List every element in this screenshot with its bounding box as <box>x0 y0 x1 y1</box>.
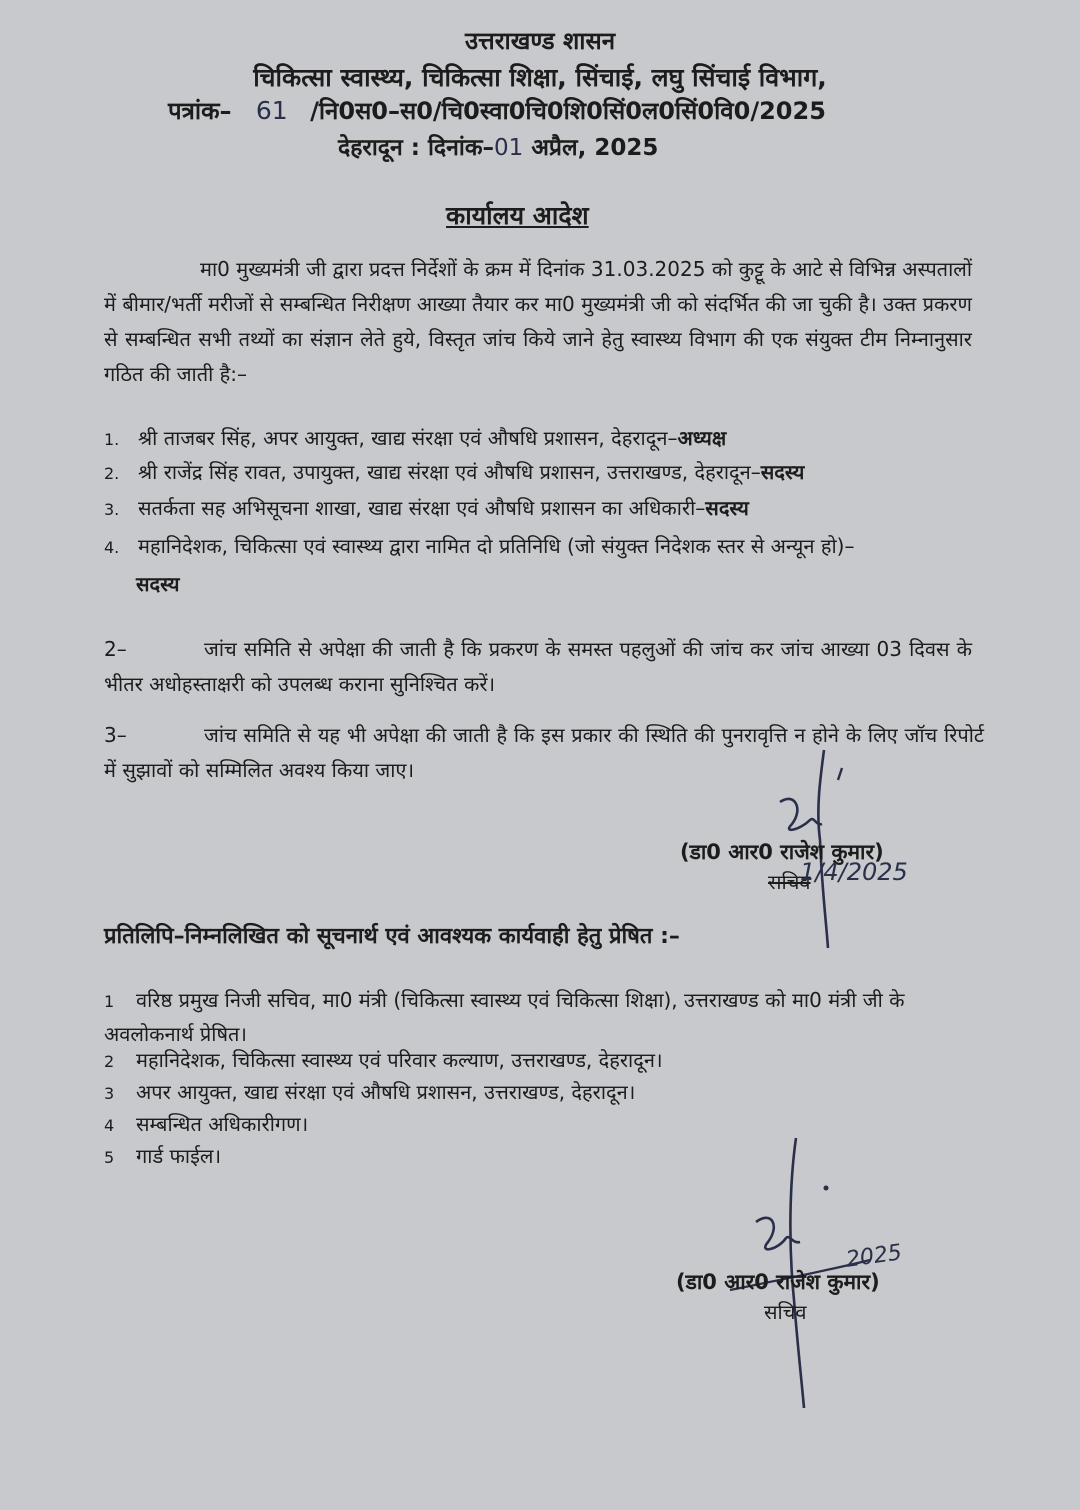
copy-number: 2 <box>104 1052 115 1071</box>
member-item-1 <box>104 424 726 451</box>
intro-paragraph: मा0 मुख्यमंत्री जी द्वारा प्रदत्त निर्देशों के क्रम में दिनांक 31.03.2025 को कुट्टू के आटे से विभिन्न अस्पतालों में बीमार/भर्ती मरीजों से सम्बन्धित निरीक्षण आख्या तैयार कर मा0 मुख्यमंत्री जी को संदर्भित की जा चुकी है। उक्त प्रकरण से सम्बन्धित सभी तथ्यों का संज्ञान लेते हुये, विस्तृत जांच किये जाने हेतु स्वास्थ्य विभाग की एक संयुक्त टीम निम्नानुसार गठित की जाती है:– <box>104 257 972 386</box>
member-item-4 <box>104 528 972 602</box>
govt-heading: उत्तराखण्ड शासन <box>464 27 616 55</box>
reference-number: 61 <box>255 96 288 125</box>
reference-line <box>168 94 826 127</box>
copy-text: वरिष्ठ प्रमुख निजी सचिव, मा0 मंत्री (चिकित्सा स्वास्थ्य एवं चिकित्सा शिक्षा), उत्तराखण्ड को मा0 मंत्री जी के अवलोकनार्थ प्रेषित। <box>104 988 905 1046</box>
date-prefix: देहरादून : दिनांक– <box>338 135 495 161</box>
paragraph-number: 3– <box>104 723 127 747</box>
paragraph-text: जांच समिति से यह भी अपेक्षा की जाती है कि इस प्रकार की स्थिति की पुनरावृत्ति न होने के लिए जॉच रिपोर्ट में सुझावों को सम्मिलित अवश्य किया जाए। <box>104 723 984 782</box>
paragraph-2 <box>104 632 972 702</box>
member-role: अध्यक्ष <box>677 426 727 450</box>
member-number: 2. <box>104 464 120 483</box>
member-item-2 <box>104 458 804 485</box>
copy-item-2 <box>104 1046 663 1073</box>
copy-number: 1 <box>104 992 115 1011</box>
date-line <box>338 130 658 162</box>
reference-suffix: /नि0स0–स0/चि0स्वा0चि0शि0सिं0ल0सिं0वि0/2025 <box>310 97 826 125</box>
signatory-1-handwritten-date: 1/4/2025 <box>800 858 908 886</box>
member-text: सतर्कता सह अभिसूचना शाखा, खाद्य संरक्षा एवं औषधि प्रशासन का अधिकारी– <box>138 496 706 520</box>
signatory-1-name: (डा0 आर0 राजेश कुमार) <box>680 840 884 864</box>
member-role: सदस्य <box>705 496 749 520</box>
signatory-1-designation: सचिव <box>768 870 811 894</box>
member-text: श्री राजेंद्र सिंह रावत, उपायुक्त, खाद्य संरक्षा एवं औषधि प्रशासन, उत्तराखण्ड, देहरादून– <box>138 460 761 484</box>
copy-item-4 <box>104 1110 308 1137</box>
signatory-2-name: (डा0 आर0 राजेश कुमार) <box>676 1270 880 1294</box>
copy-text: अपर आयुक्त, खाद्य संरक्षा एवं औषधि प्रशासन, उत्तराखण्ड, देहरादून। <box>136 1080 636 1104</box>
order-title: कार्यालय आदेश <box>446 201 589 230</box>
copy-number: 4 <box>104 1116 115 1135</box>
paragraph-text: जांच समिति से अपेक्षा की जाती है कि प्रकरण के समस्त पहलुओं की जांच कर जांच आख्या 03 दिवस के भीतर अधोहस्ताक्षरी को उपलब्ध कराना सुनिश्चित करें। <box>104 637 972 696</box>
copy-item-3 <box>104 1078 635 1105</box>
signatory-2-designation: सचिव <box>764 1300 807 1324</box>
copy-text: गार्ड फाईल। <box>136 1144 222 1168</box>
paragraph-number: 2– <box>104 637 127 661</box>
copy-text: महानिदेशक, चिकित्सा स्वास्थ्य एवं परिवार कल्याण, उत्तराखण्ड, देहरादून। <box>136 1048 663 1072</box>
date-day: 01 <box>494 135 524 161</box>
signatory-2-handwritten-year: 2025 <box>844 1240 904 1273</box>
copy-item-1 <box>104 984 974 1050</box>
member-role: सदस्य <box>760 460 805 484</box>
member-number: 1. <box>104 430 120 449</box>
member-text: महानिदेशक, चिकित्सा एवं स्वास्थ्य द्वारा नामित दो प्रतिनिधि (जो संयुक्त निदेशक स्तर से अन्यून हो)– <box>138 534 855 558</box>
member-item-3 <box>104 494 749 521</box>
member-number: 3. <box>104 500 120 519</box>
member-text: श्री ताजबर सिंह, अपर आयुक्त, खाद्य संरक्षा एवं औषधि प्रशासन, देहरादून– <box>138 426 678 450</box>
member-number: 4. <box>104 538 120 557</box>
reference-prefix: पत्रांक– <box>168 97 232 125</box>
copy-number: 3 <box>104 1084 115 1103</box>
copy-number: 5 <box>104 1148 115 1167</box>
department-heading: चिकित्सा स्वास्थ्य, चिकित्सा शिक्षा, सिंचाई, लघु सिंचाई विभाग, <box>253 63 827 92</box>
copy-item-5 <box>104 1142 221 1169</box>
copy-heading: प्रतिलिपि–निम्नलिखित को सूचनार्थ एवं आवश्यक कार्यवाही हेतु प्रेषित :– <box>104 924 680 949</box>
date-suffix: अप्रैल, 2025 <box>531 135 659 161</box>
copy-text: सम्बन्धित अधिकारीगण। <box>136 1112 309 1136</box>
member-role: सदस्य <box>136 572 180 596</box>
